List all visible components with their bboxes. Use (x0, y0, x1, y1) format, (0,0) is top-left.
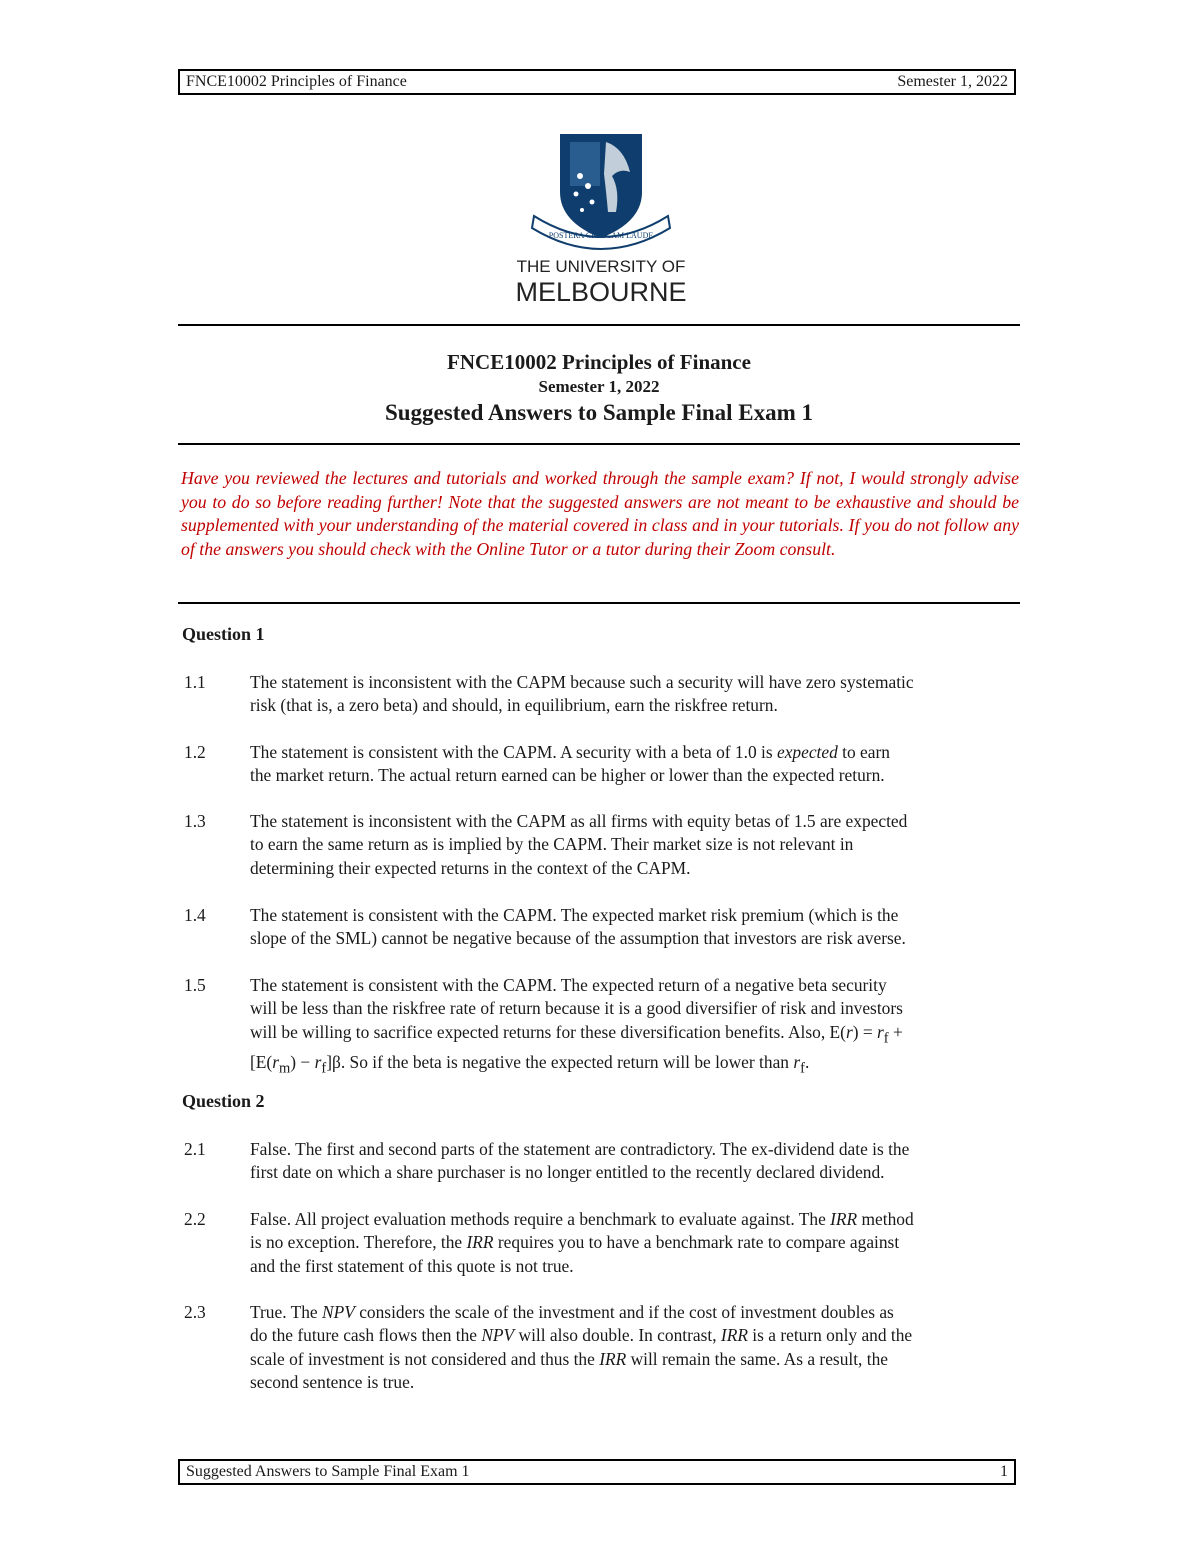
answer-number: 1.2 (184, 742, 206, 762)
answer-line: The statement is consistent with the CAPM. A security with a beta of 1.0 is expected to earn (250, 742, 890, 762)
footer-title: Suggested Answers to Sample Final Exam 1 (186, 1463, 470, 1480)
answer-number: 1.5 (184, 975, 206, 995)
answer-number: 1.1 (184, 672, 206, 692)
title-course: FNCE10002 Principles of Finance (447, 350, 751, 374)
divider-top (178, 324, 1020, 326)
header-semester: Semester 1, 2022 (897, 73, 1008, 90)
answer-line: will be willing to sacrifice expected returns for these diversification benefits. Also, $E(r) = r_f$ + (250, 1021, 903, 1047)
page-footer (178, 1459, 1016, 1485)
divider-note (178, 602, 1020, 604)
answer-number: 2.2 (184, 1209, 206, 1229)
logo-motto: POSTERA CRESCAM LAUDE (548, 231, 654, 240)
answer-line: second sentence is true. (250, 1372, 415, 1393)
answer-line: will be less than the riskfree rate of return because it is a good diversifier of risk and investors (250, 998, 903, 1019)
title-document: Suggested Answers to Sample Final Exam 1 (384, 400, 814, 425)
answer-line: The statement is inconsistent with the CAPM because such a security will have zero systematic (250, 672, 914, 692)
answer-line: and the first statement of this quote is not true. (250, 1255, 574, 1276)
logo-line1: THE UNIVERSITY OF (516, 257, 686, 276)
answer-number: 1.4 (184, 905, 206, 925)
question-1-title: Question 1 (182, 624, 265, 644)
page-number: 1 (1000, 1463, 1008, 1480)
answer-line: The statement is consistent with the CAPM. The expected market risk premium (which is the (250, 905, 899, 925)
answer-number: 2.1 (184, 1139, 206, 1159)
page-header (178, 69, 1016, 95)
answer-line: the market return. The actual return earned can be higher or lower than the expected return. (250, 765, 885, 786)
answer-line: The statement is inconsistent with the CAPM as all firms with equity betas of 1.5 are expected (250, 811, 908, 831)
answer-line: The statement is consistent with the CAPM. The expected return of a negative beta security (250, 975, 887, 995)
answer-line: first date on which a share purchaser is no longer entitled to the recently declared dividend. (250, 1162, 885, 1183)
header-course: FNCE10002 Principles of Finance (186, 73, 407, 90)
answer-line: $[E(r_m) - r_f]\beta$. So if the beta is negative the expected return will be lower than $r_f$. (250, 1051, 810, 1077)
university-logo (512, 128, 690, 308)
answer-line: to earn the same return as is implied by the CAPM. Their market size is not relevant in (250, 834, 854, 855)
answer-line: False. All project evaluation methods require a benchmark to evaluate against. The IRR method (250, 1209, 914, 1229)
answer-line: True. The NPV considers the scale of the investment and if the cost of investment doubles as (250, 1302, 894, 1322)
answer-line: scale of investment is not considered and thus the IRR will remain the same. As a result, the (250, 1348, 888, 1369)
answer-number: 1.3 (184, 811, 206, 831)
divider-title (178, 443, 1020, 445)
answer-line: determining their expected returns in the context of the CAPM. (250, 857, 691, 878)
answer-line: slope of the SML) cannot be negative because of the assumption that investors are risk averse. (250, 928, 906, 949)
answer-line: do the future cash flows then the NPV will also double. In contrast, IRR is a return only and the (250, 1325, 913, 1346)
answer-line: False. The first and second parts of the statement are contradictory. The ex-dividend date is the (250, 1139, 910, 1159)
question-2-title: Question 2 (182, 1091, 265, 1111)
answer-line: is no exception. Therefore, the IRR requires you to have a benchmark rate to compare against (250, 1232, 900, 1253)
title-semester: Semester 1, 2022 (538, 377, 660, 396)
reading-advice-note: Have you reviewed the lectures and tutorials and worked through the sample exam? If not, I would strongly advise you to do so before reading further! Note that the suggested answers are not meant to be exhaustive and should be supplemented with your understanding of the material covered in class and in your tutorials. If you do not follow any of the answers you should check with the Online Tutor or a tutor during their Zoom consult. (181, 468, 1019, 559)
logo-line2: MELBOURNE (515, 277, 687, 307)
answer-line: risk (that is, a zero beta) and should, in equilibrium, earn the riskfree return. (250, 695, 778, 716)
answer-number: 2.3 (184, 1302, 206, 1322)
